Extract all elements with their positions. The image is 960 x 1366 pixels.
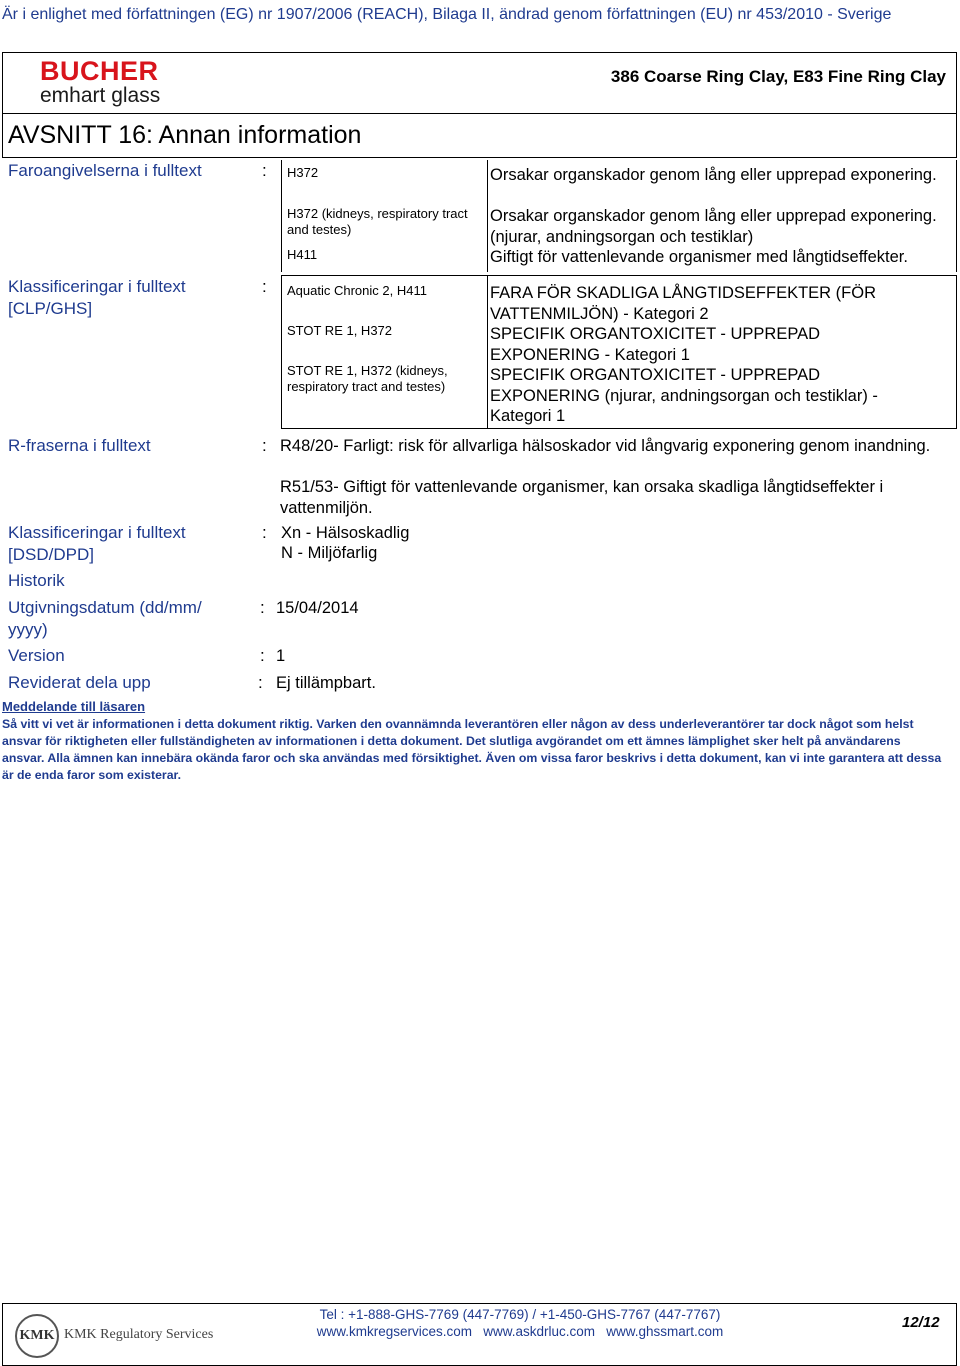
hazard-text: Giftigt för vattenlevande organismer med långtidseffekter.	[490, 248, 908, 266]
issue-date-label: Utgivningsdatum (dd/mm/ yyyy)	[8, 598, 202, 639]
page-number: 12/12	[902, 1314, 940, 1331]
column-divider	[956, 160, 957, 272]
column-divider	[487, 160, 488, 272]
section-title: AVSNITT 16: Annan information	[8, 121, 362, 149]
r-phrases-label: R-fraserna i fulltext	[8, 436, 151, 455]
footer-websites: www.kmkregservices.com www.askdrluc.com www.ghssmart.com	[316, 1324, 724, 1339]
hazard-text: Orsakar organskador genom lång eller upprepad exponering. (njurar, andningsorgan och testiklar)	[490, 207, 937, 246]
company-logo-subtitle: emhart glass	[40, 84, 161, 107]
column-divider	[487, 276, 488, 428]
r-phrase: R48/20- Farligt: risk för allvarliga hälsoskador vid långvarig exponering genom inandning.	[280, 437, 931, 455]
classification-text: SPECIFIK ORGANTOXICITET - UPPREPAD EXPONERING - Kategori 1	[490, 325, 821, 364]
classification-code: Aquatic Chronic 2, H411	[287, 283, 427, 298]
classification-code: STOT RE 1, H372 (kidneys, respiratory tract and testes)	[287, 363, 448, 394]
row-divider	[281, 275, 957, 276]
classification-code: STOT RE 1, H372	[287, 323, 393, 338]
kmk-logo-icon: KMK	[15, 1314, 59, 1358]
row-divider	[281, 428, 957, 429]
regulation-title: Är i enlighet med författningen (EG) nr 1907/2006 (REACH), Bilaga II, ändrad genom författningen (EU) nr 453/2010 - Sverige	[2, 6, 892, 23]
notice-title: Meddelande till läsaren	[2, 699, 146, 714]
hazard-statements-label: Faroangivelserna i fulltext	[8, 161, 202, 180]
classification-text: SPECIFIK ORGANTOXICITET - UPPREPAD EXPONERING (njurar, andningsorgan och testiklar) - Kategori 1	[490, 366, 878, 425]
classification-text: FARA FÖR SKADLIGA LÅNGTIDSEFFEKTER (FÖR VATTENMILJÖN) - Kategori 2	[490, 284, 876, 323]
hazard-code: H411	[287, 247, 318, 262]
column-divider	[281, 160, 282, 272]
product-name: 386 Coarse Ring Clay, E83 Fine Ring Clay	[610, 67, 946, 86]
colon: :	[260, 646, 265, 665]
colon: :	[258, 673, 263, 692]
company-logo: BUCHER	[40, 56, 159, 86]
dsd-classification: N - Miljöfarlig	[281, 544, 378, 562]
dsd-classification: Xn - Hälsoskadlig	[281, 524, 410, 542]
r-phrase: R51/53- Giftigt för vattenlevande organismer, kan orsaka skadliga långtidseffekter i vattenmiljön.	[280, 478, 884, 517]
issue-date-value: 15/04/2014	[276, 599, 359, 617]
history-label: Historik	[8, 571, 65, 590]
clp-classifications-label: Klassificeringar i fulltext [CLP/GHS]	[8, 277, 186, 318]
revised-label: Reviderat dela upp	[8, 673, 151, 692]
revised-value: Ej tillämpbart.	[276, 674, 376, 692]
colon: :	[262, 523, 267, 542]
colon: :	[262, 161, 267, 180]
footer-contact	[300, 1306, 740, 1340]
colon: :	[260, 598, 265, 617]
version-label: Version	[8, 646, 65, 665]
hazard-text: Orsakar organskador genom lång eller upprepad exponering.	[490, 166, 937, 184]
footer-phone: Tel : +1-888-GHS-7769 (447-7769) / +1-450-GHS-7767 (447-7767)	[319, 1307, 721, 1322]
colon: :	[262, 436, 267, 455]
notice-body: Så vitt vi vet är informationen i detta dokument riktig. Varken den ovannämnda leverantören eller någon av dess underleverantörer tar dock något som helst ansvar för riktigheten eller fullständigheten av informationen i detta dokument. Det slutliga avgörandet om ett ämnes lämplighet sker helt på användarens ansvar. Alla ämnen kan innebära okända faror och ska användas med försiktighet. Även om vissa faror beskrivs i detta dokument, kan vi inte garantera att dessa är de enda faror som existerar.	[2, 717, 942, 782]
colon: :	[262, 277, 267, 296]
hazard-code: H372	[287, 165, 319, 180]
column-divider	[281, 276, 282, 428]
column-divider	[956, 276, 957, 428]
hazard-code: H372 (kidneys, respiratory tract and testes)	[287, 206, 468, 237]
version-value: 1	[276, 647, 286, 665]
kmk-company-name: KMK Regulatory Services	[64, 1327, 214, 1342]
dsd-classifications-label: Klassificeringar i fulltext [DSD/DPD]	[8, 523, 186, 564]
